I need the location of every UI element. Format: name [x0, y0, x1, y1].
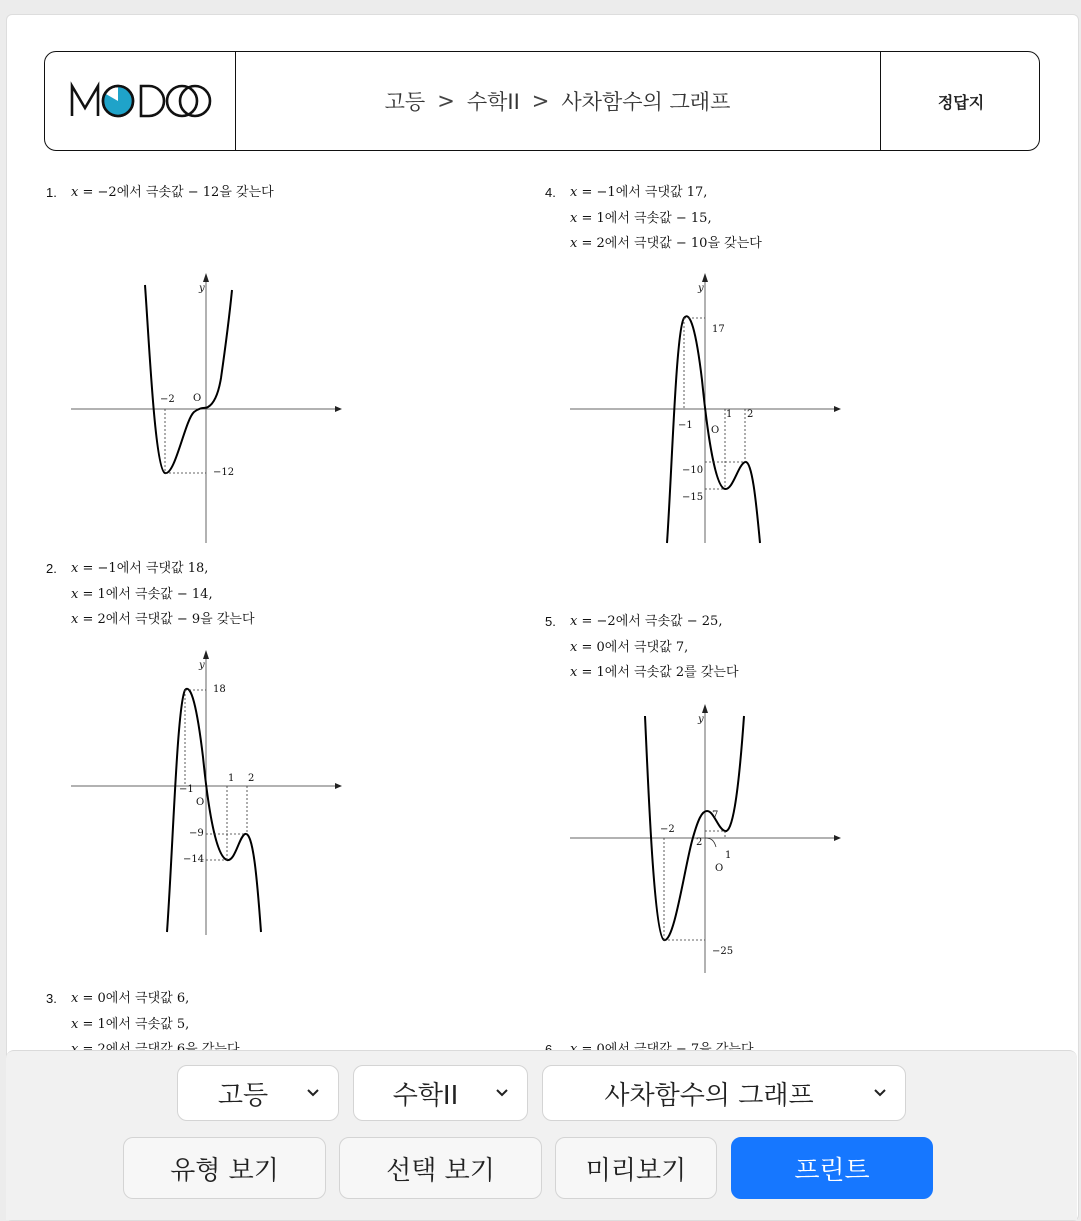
print-button[interactable]: 프린트	[731, 1137, 933, 1199]
x-tick-label: 1	[726, 409, 733, 420]
x-axis-arrow	[834, 406, 841, 412]
problem-line: x = 2에서 극댓값 − 9을 갖는다	[71, 612, 255, 627]
problem-1	[46, 180, 274, 206]
x-axis-arrow	[834, 835, 841, 841]
y-axis-arrow	[203, 273, 209, 282]
y-axis-arrow	[203, 650, 209, 659]
problem-line: x = 0에서 극댓값 6,	[71, 991, 190, 1006]
y-axis-arrow	[702, 273, 708, 282]
y-axis-label: y	[698, 714, 704, 725]
x-tick-label: −1	[179, 784, 194, 795]
level-select-value: 고등	[217, 1080, 269, 1111]
y-axis-label: y	[199, 283, 205, 294]
problem-number: 1.	[46, 185, 57, 200]
y-tick-label: −9	[189, 828, 204, 839]
x-axis-arrow	[335, 406, 342, 412]
problem-line: x = 1에서 극솟값 − 15,	[570, 210, 712, 226]
subject-select[interactable]	[353, 1065, 528, 1121]
y-tick-label: 7	[712, 810, 719, 821]
modoo-logo	[45, 52, 236, 150]
problem-line: x = 1에서 극솟값 2를 갖는다	[570, 665, 739, 680]
graph-problem-2	[67, 647, 347, 937]
problem-5	[545, 609, 739, 686]
y-tick-label: −25	[712, 946, 734, 957]
breadcrumb	[235, 52, 880, 150]
breadcrumb-subject[interactable]: 수학II	[466, 90, 520, 114]
y-tick-label: −15	[682, 492, 704, 503]
control-bar	[6, 1050, 1077, 1220]
origin-label: O	[193, 393, 202, 404]
chevron-down-icon	[873, 1087, 887, 1099]
x-tick-label: 2	[747, 409, 754, 420]
problem-line: x = −2에서 극솟값 − 25,	[570, 614, 723, 629]
y-axis-label: y	[199, 660, 205, 671]
problem-number: 2.	[46, 561, 57, 576]
problem-line: x = −1에서 극댓값 17,	[570, 185, 708, 200]
x-axis-arrow	[335, 783, 342, 789]
breadcrumb-topic[interactable]: 사차함수의 그래프	[561, 90, 731, 114]
graph-problem-4	[566, 270, 846, 545]
breadcrumb-separator: >	[437, 89, 455, 113]
answer-sheet-button[interactable]: 정답지	[880, 52, 1041, 150]
y-axis-label: y	[698, 283, 704, 294]
problem-number: 4.	[545, 185, 556, 200]
y-axis-arrow	[702, 704, 708, 713]
x-tick-label: 1	[725, 850, 732, 861]
problem-line: x = −1에서 극댓값 18,	[71, 561, 209, 576]
breadcrumb-level[interactable]: 고등	[384, 90, 426, 114]
chevron-down-icon	[495, 1087, 509, 1099]
problem-number: 3.	[46, 991, 57, 1006]
breadcrumb-separator: >	[531, 89, 550, 113]
function-curve	[145, 285, 232, 473]
y-tick-label: 2	[696, 837, 703, 848]
y-tick-label: −10	[682, 465, 704, 476]
problem-line: x = −2에서 극솟값 − 12을 갖는다	[71, 185, 274, 200]
preview-button[interactable]: 미리보기	[555, 1137, 717, 1199]
y-tick-label: 17	[712, 324, 725, 335]
x-tick-label: −2	[660, 824, 675, 835]
subject-select-value: 수학II	[392, 1080, 459, 1111]
problem-line: x = 1에서 극솟값 − 14,	[71, 586, 213, 602]
worksheet-header	[44, 51, 1040, 151]
level-select[interactable]	[177, 1065, 339, 1121]
origin-label: O	[711, 425, 720, 436]
view-selected-button[interactable]: 선택 보기	[339, 1137, 542, 1199]
y-tick-label: −14	[183, 854, 205, 865]
problem-line: x = 0에서 극댓값 7,	[570, 639, 689, 655]
view-types-button[interactable]: 유형 보기	[123, 1137, 326, 1199]
problem-line: x = 2에서 극댓값 − 10을 갖는다	[570, 236, 762, 251]
worksheet	[6, 14, 1079, 1221]
y-tick-label: −12	[213, 467, 235, 478]
problem-number: 5.	[545, 614, 556, 629]
problem-4	[545, 180, 762, 257]
chevron-down-icon	[306, 1087, 320, 1099]
problem-2	[46, 556, 255, 633]
x-tick-label: 2	[248, 773, 255, 784]
graph-problem-1	[67, 270, 347, 545]
topic-select-value: 사차함수의 그래프	[604, 1080, 814, 1111]
x-tick-label: −2	[160, 394, 175, 405]
x-tick-label: 1	[228, 773, 235, 784]
y-tick-label: 18	[213, 684, 226, 695]
origin-label: O	[196, 797, 205, 808]
origin-label: O	[715, 863, 724, 874]
topic-select[interactable]	[542, 1065, 906, 1121]
problem-line: x = 1에서 극솟값 5,	[71, 1016, 190, 1032]
x-tick-label: −1	[678, 420, 693, 431]
graph-problem-5	[566, 701, 846, 976]
